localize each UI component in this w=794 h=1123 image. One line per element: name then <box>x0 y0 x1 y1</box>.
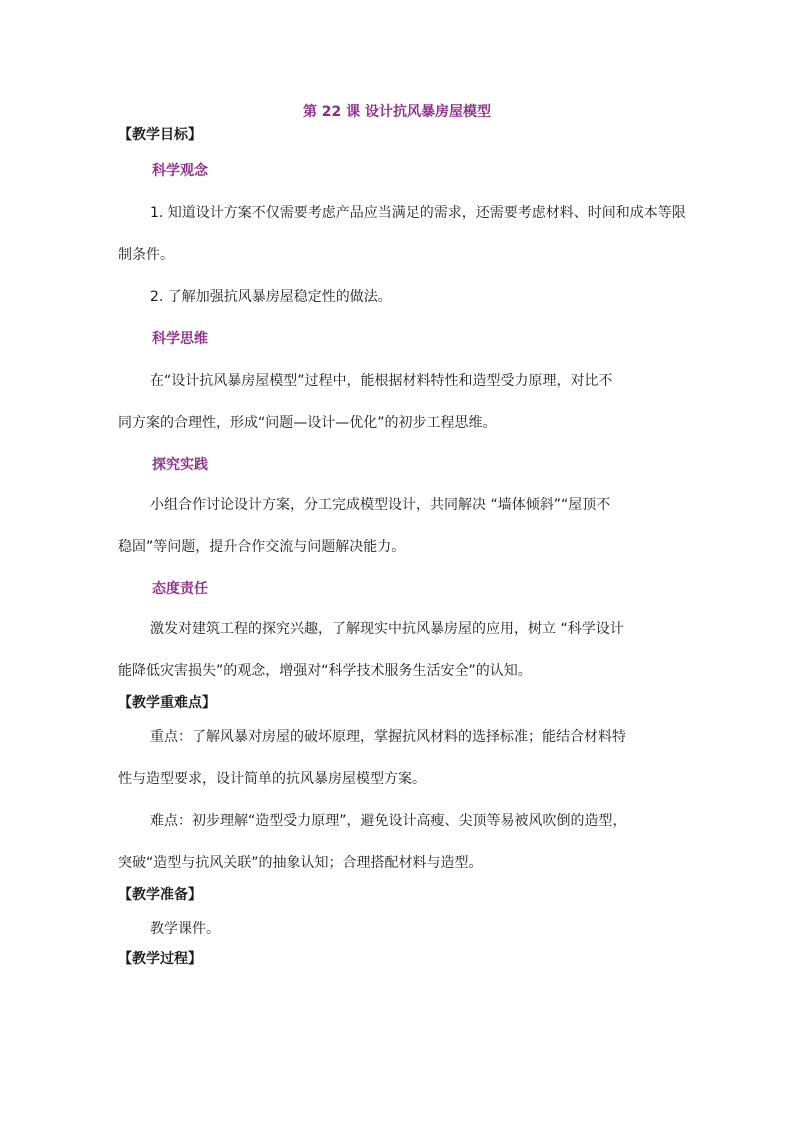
key-point-line-2: 性与造型要求，设计简单的抗风暴房屋模型方案。 <box>118 771 426 787</box>
attitude-paragraph-line-2: 能降低灾害损失”的观念，增强对“科学技术服务生活安全”的认知。 <box>118 663 532 679</box>
concept-point-1-line-1: 1. 知道设计方案不仅需要考虑产品应当满足的需求，还需要考虑材料、时间和成本等限 <box>150 205 686 221</box>
thinking-paragraph-line-1: 在“设计抗风暴房屋模型”过程中，能根据材料特性和造型受力原理，对比不 <box>150 373 613 389</box>
practice-paragraph-line-1: 小组合作讨论设计方案，分工完成模型设计，共同解决 “墙体倾斜”“屋顶不 <box>150 497 611 513</box>
thinking-paragraph-line-2: 同方案的合理性，形成“问题—设计—优化”的初步工程思维。 <box>118 415 497 431</box>
concept-point-2: 2. 了解加强抗风暴房屋稳定性的做法。 <box>150 289 392 305</box>
key-difficult-points-heading: 【教学重难点】 <box>118 695 216 711</box>
teaching-goals-heading: 【教学目标】 <box>118 127 202 143</box>
inquiry-practice-heading: 探究实践 <box>152 457 208 473</box>
difficult-point-line-2: 突破“造型与抗风关联”的抽象认知；合理搭配材料与造型。 <box>118 855 483 871</box>
practice-paragraph-line-2: 稳固”等问题，提升合作交流与问题解决能力。 <box>118 539 406 555</box>
difficult-point-line-1: 难点：初步理解“造型受力原理”，避免设计高瘦、尖顶等易被风吹倒的造型， <box>150 813 627 829</box>
teaching-process-heading: 【教学过程】 <box>118 951 202 967</box>
science-thinking-heading: 科学思维 <box>152 331 208 347</box>
preparation-text: 教学课件。 <box>150 921 220 937</box>
teaching-preparation-heading: 【教学准备】 <box>118 887 202 903</box>
key-point-line-1: 重点：了解风暴对房屋的破坏原理，掌握抗风材料的选择标准；能结合材料特 <box>150 729 626 745</box>
attitude-paragraph-line-1: 激发对建筑工程的探究兴趣，了解现实中抗风暴房屋的应用，树立 “科学设计 <box>150 621 624 637</box>
science-concept-heading: 科学观念 <box>152 163 208 179</box>
lesson-title: 第 22 课 设计抗风暴房屋模型 <box>302 104 492 120</box>
attitude-responsibility-heading: 态度责任 <box>152 581 208 597</box>
concept-point-1-line-2: 制条件。 <box>118 247 174 263</box>
